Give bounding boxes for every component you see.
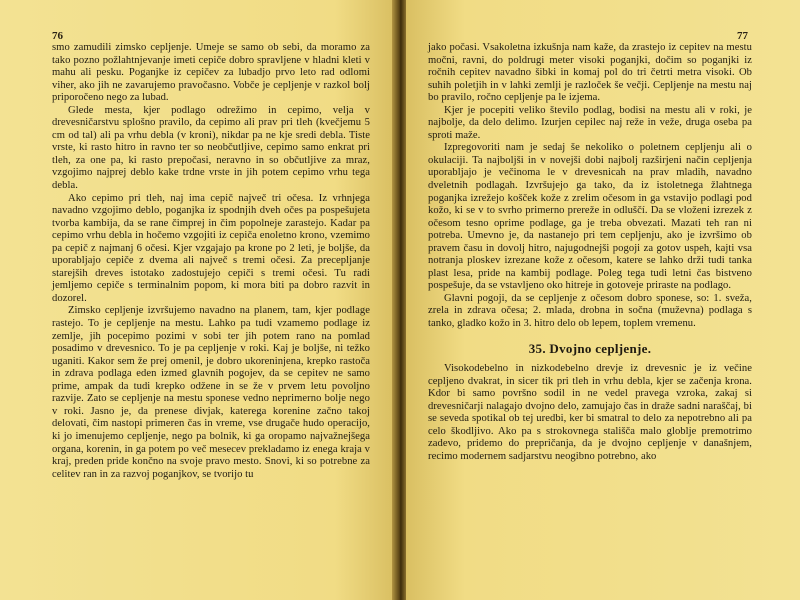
paragraph: jako počasi. Vsakoletna izkušnja nam kaže, da zrastejo iz cepitev na mestu močni, ravni, do poldrugi meter visoki poganjki, dočim so poganjki iz ročnih cepitev navadno šibki in komaj pol do tri četrti metra visoki. Ob suhih poletjih in v lahki zemlji je razloček še večji. Cepljenje na mestu naj bo pravilo, ročno cepljenje pa le izjema. — [428, 42, 752, 104]
right-page — [406, 0, 800, 600]
page-number-left: 76 — [52, 30, 63, 42]
left-page-text — [52, 42, 370, 481]
paragraph: Izpregovoriti nam je sedaj še nekoliko o poletnem cepljenju ali o okulaciji. Ta najboljši in v novejši dobi najbolj razširjeni način cepljenja uporabljajo je večinoma le v drevesnicah na prav mladih, navadno dveletnih podlagah. Izvršujejo ga tako, da iz istoletnega žlahtnega poganjka izrežejo košček kože z zrelim očesom in ga vstavijo podlagi pod kožo, ki se v to svrho primerno prereže in odluščí. Da se vloženi izrezek z očesom tesno oprime podlage, ga je treba obvezati. Mazati teh ran ni potreba. Umevno je, da nastanejo pri tem cepljenju, ako je izvršimo ob pravem času in dovolj hitro, najugodnejši pogoji za gotov uspeh, kajti vsa notranja ploskev izrezane kože z očesom, katere se lahko drži tudi tanka plast lesa, pride na kambij podlage. Poleg tega tudi letni čas bistveno pospešuje, da se vstavljeno oko hitreje in gotoveje priraste na podlago. — [428, 142, 752, 292]
page-number-right: 77 — [737, 30, 748, 42]
paragraph: Kjer je pocepiti veliko število podlag, bodisi na mestu ali v roki, je najbolje, da delo delimo. Izurjen cepilec naj reže in veže, druga oseba pa sproti maže. — [428, 104, 752, 141]
paragraph: Glede mesta, kjer podlago odrežimo in cepimo, velja v drevesničarstvu splošno pravilo, da cepimo ali prav pri tleh (kvečjemu 5 cm od tal) ali pa vrhu debla (v kroni), nikdar pa ne kje sredi debla. Tiste vrste, ki rasto hitro in ravno ter so neobčutljive, cepimo samo enkrat pri tleh, za one pa, ki rasto prepočasi, neravno in so občutljive za mraz, vzgojimo najprej deblo kake trdne vrste in jih potem cepimo vrhu tega debla. — [52, 104, 370, 192]
paragraph: Ako cepimo pri tleh, naj ima cepič največ tri očesa. Iz vrhnjega navadno vzgojimo deblo, poganjka iz spodnjih dveh očes pa pospešujeta tvorba kambija, da se rane čimprej in čim popolneje zarastejo. Kadar pa cepimo vrhu debla in hočemo vzgojiti iz cepiča enoletno krono, vzemimo pa cepič z najmanj 6 očesi. Kjer vzgajajo pa krone po 2 leti, je boljše, da uporabljajo cepiče z dvema ali največ s tremi očesi. Za precepljanje starejših dreves istotako zadostujejo cepiči s tremi očesi. Tu radi jemljemo cepiče s terminalnim popom, ki mora biti pa dobro razvit in dozorel. — [52, 192, 370, 304]
left-page — [0, 0, 394, 600]
right-page-text — [428, 42, 752, 464]
section-title: 35. Dvojno cepljenje. — [528, 340, 652, 356]
paragraph: smo zamudili zimsko cepljenje. Umeje se samo ob sebi, da moramo za tako pozno požlahtnjevanje imeti cepiče dobro spravljene v hladni kleti v mahu ali pesku. Poganjke iz cepičev za lubadjo prvo leto rad odlomi viher, ako jih ne zavarujemo pravočasno. Vobče je cepljenje v razkol bolj priporočeno nego za lubad. — [52, 42, 370, 104]
paragraph: Visokodebelno in nizkodebelno drevje iz drevesnic je iz večine cepljeno dvakrat, in sicer tik pri tleh in vrhu debla, kjer se začenja krona. Kdor bi samo površno sodil in ne vedel pravega vzroka, zakaj si drevesničarji nalagajo dvojno delo, zamujajo čas in draže sadni naraščaj, bi se seveda spotikal ob tej uredbi, ker bi smatral to delo za nepotrebno ali pa celo škodljivo. Ako pa s strokovnega stališča malo globlje premotrimo zadevo, pridemo do prepričanja, da je dvojno cepljenje v današnjem, recimo modernem sadjarstvu neogibno potrebno, ako — [428, 363, 752, 462]
paragraph: Zimsko cepljenje izvršujemo navadno na planem, tam, kjer podlage rastejo. To je cepljenje na mestu. Lahko pa tudi vzamemo podlage iz zemlje, jih pocepimo pozimi v sobi ter jih potem rano na pomlad posadimo v drevesnico. To je pa cepljenje v roki. Kaj je boljše, ni težko uganiti. Kakor sem že prej omenil, je dobro ukoreninjena, krepko rastoča in zdrava podlaga eden izmed glavnih pogojev, da se cepitev ne samo prime, ampak da tudi krepko odžene in se že v prvem letu povoljno razvije. Zato se cepljenje na mestu sponese vedno neprimerno bolje nego v roki. Jasno je, da prenese divjak, katerega korenine začno takoj delovati, čim nastopi primeren čas in vreme, vse drugače hudo operacijo, ki jo imenujemo cepljenje, nego pa bolnik, ki ga oropamo najvažnejšega organa, korenin, in ga potem po več mesecev prekladamo iz enega kraja v kraj, preden pride končno na svoje pravo mesto. Snovi, ki so potrebne za celitev ran in za razvoj poganjkov, se tvorijo tu — [52, 305, 370, 480]
paragraph: Glavni pogoji, da se cepljenje z očesom dobro sponese, so: 1. sveža, zrela in zdrava očesa; 2. mlada, drobna in sočna (muževna) podlaga s tanko, gladko kožo in 3. hitro delo ob lepem, toplem vremenu. — [428, 292, 752, 330]
